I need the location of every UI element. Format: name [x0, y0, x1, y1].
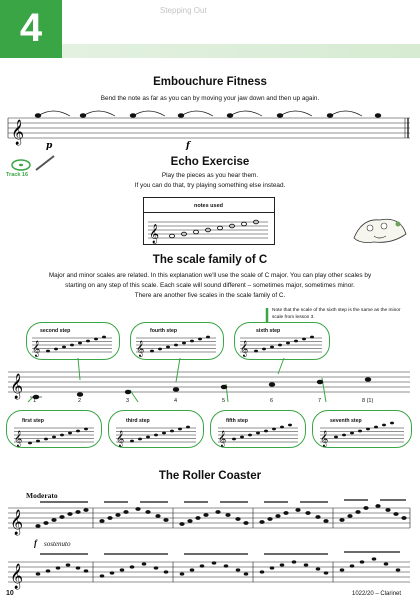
scale-para-2: starting on any step of this scale. Each scale will sound different – sometimes major, sometimes minor.: [65, 282, 355, 289]
step-number-6: 6: [270, 398, 274, 404]
cartoon-illustration: [348, 210, 410, 246]
expression-marking: sostenuto: [44, 540, 71, 548]
step-number-2: 2: [78, 398, 82, 404]
chapter-number: 4: [19, 6, 43, 50]
svg-text:𝄞: 𝄞: [32, 341, 41, 357]
svg-text:𝄞: 𝄞: [10, 510, 24, 535]
label-fifth-step: fifth step: [226, 418, 248, 424]
label-seventh-step: seventh step: [330, 418, 362, 424]
step-number-7: 7: [318, 398, 322, 404]
echo-line-2: If you can do that, try playing something else instead.: [134, 182, 286, 189]
step-number-5: 5: [222, 398, 226, 404]
svg-text:𝄞: 𝄞: [10, 374, 24, 399]
track-label: Track 16: [6, 172, 29, 178]
svg-text:𝄞: 𝄞: [136, 341, 145, 357]
echo-title: Echo Exercise: [170, 156, 250, 168]
scale-para-1: Major and minor scales are related. In this explanation we'll use the scale of C major. You can play other scales by: [48, 272, 372, 279]
embouchure-instruction: Bend the note as far as you can by moving your jaw down and then up again.: [100, 95, 320, 102]
notes-used-label: notes used: [193, 203, 224, 209]
step-numbers: [0, 398, 420, 406]
label-sixth-step: sixth step: [256, 328, 281, 334]
embouchure-title: Embouchure Fitness: [153, 76, 267, 88]
svg-text:𝄞: 𝄞: [149, 224, 160, 244]
label-third-step: third step: [126, 418, 150, 424]
label-fourth-step: fourth step: [150, 328, 178, 334]
roller-coaster-title: The Roller Coaster: [158, 470, 262, 482]
main-scale-staff: [8, 356, 412, 404]
upper-bubble-staves: [0, 334, 420, 356]
label-second-step: second step: [40, 328, 71, 334]
svg-text:𝄞: 𝄞: [14, 431, 23, 447]
sixth-step-note: Note that the scale of the sixth step is the same as the minor scale from lesson 3.: [272, 308, 401, 320]
notes-used-divider: [143, 212, 274, 213]
lower-bubble-staves: [0, 424, 420, 446]
scale-para-3: There are another five scales in the scale family of C.: [134, 292, 286, 299]
header-banner: [62, 44, 420, 58]
page-number: 10: [6, 590, 14, 597]
label-first-step: first step: [22, 418, 44, 424]
svg-text:p: p: [46, 141, 53, 151]
step-number-3: 3: [126, 398, 130, 404]
step-number-1: 1: [33, 398, 37, 404]
roller-staff-1: [8, 500, 412, 540]
header-ghost-title: Stepping Out: [160, 6, 207, 15]
footer-code: 1022/20 – Clarinet: [352, 591, 402, 597]
svg-text:𝄞: 𝄞: [320, 431, 329, 447]
svg-text:𝄞: 𝄞: [116, 431, 125, 447]
svg-text:𝄞: 𝄞: [240, 341, 249, 357]
scale-family-title: The scale family of C: [152, 254, 268, 266]
notes-used-staff: [148, 216, 270, 242]
echo-line-1: Play the pieces as you hear them.: [161, 172, 259, 179]
svg-text:𝄞: 𝄞: [218, 431, 227, 447]
svg-text:𝄞: 𝄞: [11, 120, 25, 145]
embouchure-staff: [8, 108, 412, 154]
svg-text:𝄞: 𝄞: [10, 564, 24, 589]
step-number-4: 4: [174, 398, 178, 404]
step-number-8: 8 (1): [362, 398, 374, 404]
roller-staff-2: [8, 546, 412, 589]
dynamic-marking: f: [34, 538, 37, 548]
svg-text:f: f: [186, 141, 190, 151]
tempo-marking: Moderato: [26, 491, 58, 500]
